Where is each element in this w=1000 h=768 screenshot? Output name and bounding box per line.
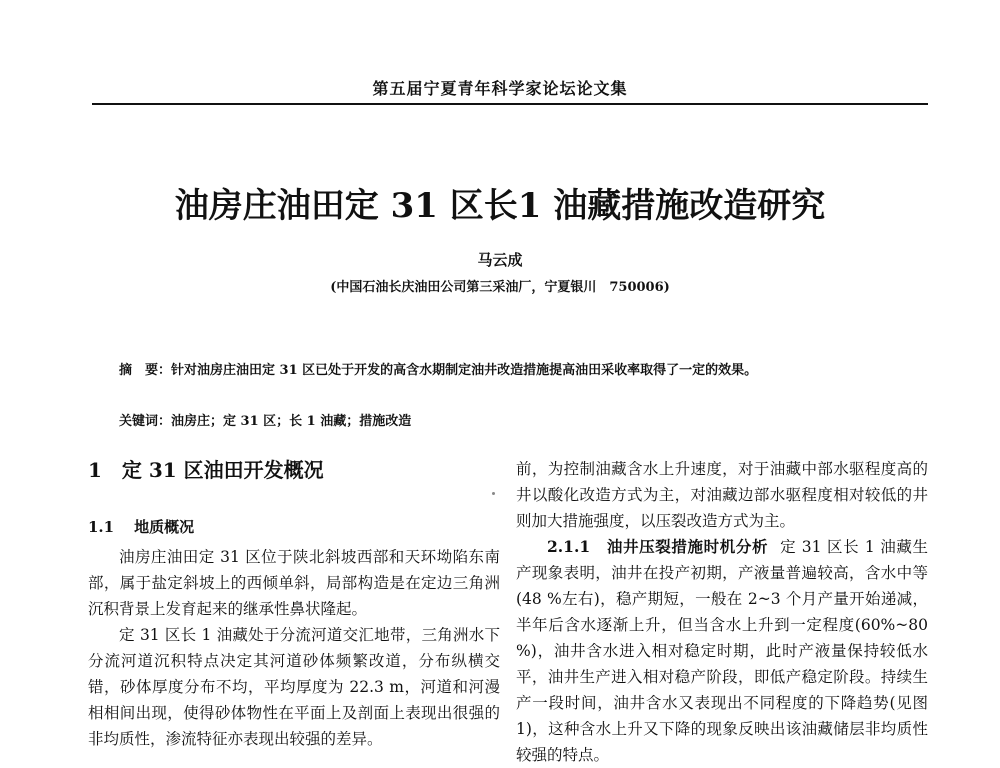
body-paragraph: 定 31 区长 1 油藏处于分流河道交汇地带，三角洲水下分流河道沉积特点决定其河道砂体频繁改道，分布纵横交错，砂体厚度分布不均，平均厚度为 22.3 m，河道和河漫相相间出现，使得砂体物性在平面上及剖面上表现出很强的非均质性，渗流特征亦表现出较强的差异。 [88,626,500,748]
abstract-label: 摘 要： [119,363,172,378]
author-name: 马云成 [477,251,523,269]
body-paragraph: 油房庄油田定 31 区位于陕北斜坡西部和天环坳陷东南部，属于盐定斜坡上的西倾单斜，局部构造是在定边三角洲沉积背景上发育起来的继承性鼻状隆起。 [88,548,500,618]
keywords [119,410,903,429]
running-header: 第五届宁夏青年科学家论坛论文集 [372,79,628,98]
subsubsection-text: 定 31 区长 1 油藏生产现象表明，油井在投产初期，产液量普遍较高，含水中等(48 %左右)，稳产期短，一般在 2~3 个月产量开始递减，半年后含水逐渐上升，但当含水上升到一定程度(60%~80 %)，油井含水进入相对稳定时期，此时产液量保持较低水平，油井生产进入相对稳产阶段，即低产稳定阶段。持续生产一段时间，油井含水又表现出不同程度的下降趋势(见图 1)，这种含水上升又下降的现象反映出该油藏储层非均质性较强的特点。 [516,538,928,764]
right-column [516,456,928,768]
subsubsection-heading: 2.1.1 油井压裂措施时机分析 [547,537,769,556]
abstract-text: 针对油房庄油田定 31 区已处于开发的高含水期制定油井改造措施提高油田采收率取得了一定的效果。 [171,363,758,378]
author-affiliation: (中国石油长庆油田公司第三采油厂，宁夏银川 750006) [330,280,670,295]
paper-title: 油房庄油田定 31 区长1 油藏措施改造研究 [174,186,826,226]
subsection-number: 1.1 [88,518,115,536]
body-paragraph [516,534,928,768]
keywords-label: 关键词： [119,414,172,429]
header-rule [92,103,928,105]
keywords-text: 油房庄；定 31 区；长 1 油藏；措施改造 [171,414,412,429]
section-heading [88,456,500,484]
section-title: 定 31 区油田开发概况 [121,458,324,482]
subsection-heading [88,514,500,540]
subsection-title: 地质概况 [134,518,195,536]
body-paragraph-continued: 前，为控制油藏含水上升速度，对于油藏中部水驱程度高的井以酸化改造方式为主，对油藏边部水驱程度相对较低的井则加大措施强度，以压裂改造方式为主。 [516,460,928,530]
section-number: 1 [88,458,102,482]
left-column [88,456,500,752]
abstract [119,358,903,384]
